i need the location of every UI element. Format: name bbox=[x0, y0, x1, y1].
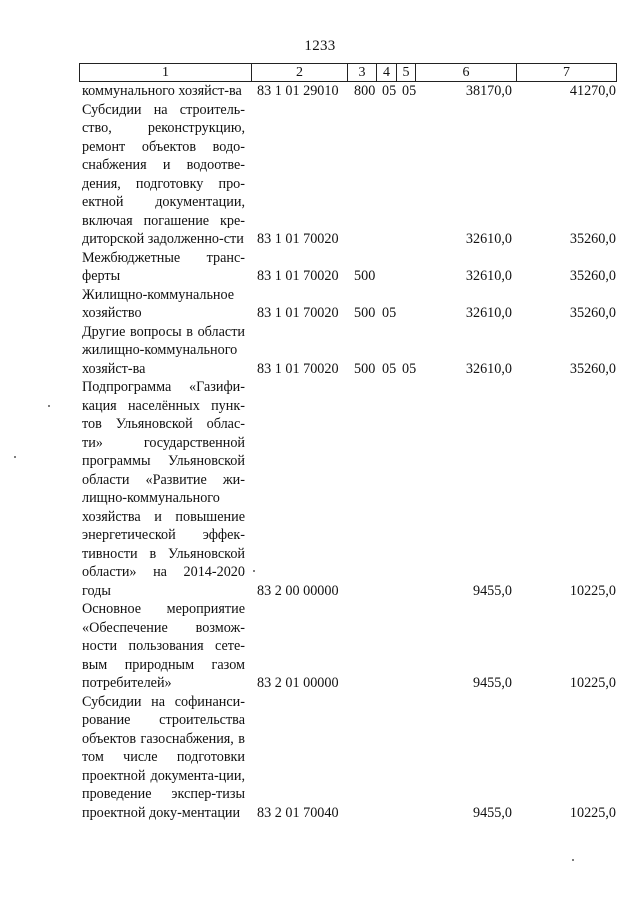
header-col-3: 3 bbox=[347, 64, 376, 81]
row-value-7: 10225,0 bbox=[569, 675, 616, 691]
row-name: Основное мероприятие «Обеспечение возмож-ности пользования сете-вым природным газом потребителей» bbox=[82, 601, 245, 691]
row-col-4: 05 bbox=[382, 305, 397, 321]
row-value-6: 9455,0 bbox=[472, 582, 512, 599]
page-number: 1233 bbox=[304, 38, 336, 54]
row-col-3: 500 bbox=[354, 268, 376, 284]
row-col-5: 05 bbox=[402, 360, 417, 377]
row-col-5: 05 bbox=[402, 83, 417, 99]
row-code: 83 1 01 70020 bbox=[257, 360, 339, 377]
row-col-3: 800 bbox=[354, 83, 376, 99]
row-value-6: 38170,0 bbox=[465, 83, 512, 99]
row-value-6: 9455,0 bbox=[472, 804, 512, 821]
scan-speck bbox=[572, 859, 574, 861]
row-name: Субсидии на софинанси-рование строительства объектов газоснабжения, в том числе подготовки проектной документа-ции, проведение экспер-тизы проектной доку-ментации bbox=[82, 693, 245, 821]
row-value-7: 35260,0 bbox=[569, 305, 616, 321]
header-col-4: 4 bbox=[376, 64, 396, 81]
table-row bbox=[82, 693, 616, 823]
row-code: 83 2 01 70040 bbox=[257, 804, 339, 821]
row-col-3: 500 bbox=[354, 305, 376, 321]
table-row bbox=[82, 82, 616, 101]
row-code: 83 1 01 70020 bbox=[257, 305, 339, 321]
row-code: 83 1 01 29010 bbox=[257, 83, 339, 99]
header-col-7: 7 bbox=[516, 64, 616, 81]
row-name: коммунального хозяйст-ва bbox=[82, 83, 242, 99]
row-value-6: 32610,0 bbox=[465, 268, 512, 284]
row-code: 83 2 01 00000 bbox=[257, 675, 339, 691]
row-name: Другие вопросы в области жилищно-коммунального хозяйст-ва bbox=[82, 323, 245, 377]
row-value-7: 35260,0 bbox=[569, 231, 616, 247]
table-row bbox=[82, 600, 616, 693]
table-row bbox=[82, 249, 616, 286]
row-code: 83 1 01 70020 bbox=[257, 231, 339, 247]
row-value-6: 32610,0 bbox=[465, 305, 512, 321]
table-body bbox=[82, 82, 616, 822]
scan-speck bbox=[253, 570, 255, 572]
header-col-6: 6 bbox=[415, 64, 516, 81]
row-value-7: 35260,0 bbox=[569, 268, 616, 284]
table-header bbox=[79, 63, 617, 82]
row-name: Межбюджетные транс-ферты bbox=[82, 249, 245, 284]
row-code: 83 1 01 70020 bbox=[257, 268, 339, 284]
header-col-5: 5 bbox=[396, 64, 415, 81]
table-row bbox=[82, 323, 616, 379]
scan-speck bbox=[48, 405, 50, 407]
row-name: Субсидии на строитель-ство, реконструкцию, ремонт объектов водо-снабжения и водоотве-дения, подготовку про-ектной документации, включая погашение кре-диторской задолженно-сти bbox=[82, 101, 245, 247]
row-col-3: 500 bbox=[354, 360, 376, 377]
row-value-7: 10225,0 bbox=[569, 582, 616, 599]
table-row bbox=[82, 101, 616, 249]
row-value-7: 10225,0 bbox=[569, 804, 616, 821]
header-col-2: 2 bbox=[251, 64, 347, 81]
table-row bbox=[82, 378, 616, 600]
row-value-7: 35260,0 bbox=[569, 360, 616, 377]
table-row bbox=[82, 286, 616, 323]
row-value-7: 41270,0 bbox=[569, 83, 616, 99]
row-col-4: 05 bbox=[382, 360, 397, 377]
row-value-6: 9455,0 bbox=[472, 675, 512, 691]
scan-speck bbox=[14, 456, 16, 458]
row-code: 83 2 00 00000 bbox=[257, 582, 339, 599]
row-name: Подпрограмма «Газифи-кация населённых пунк-тов Ульяновской облас-ти» государственной программы Ульяновской области «Развитие жи-лищно-коммунального хозяйства и повышение энергетической эффек-тивности в Ульяновской области» на 2014-2020 годы bbox=[82, 379, 245, 599]
header-col-1: 1 bbox=[162, 65, 169, 80]
row-value-6: 32610,0 bbox=[465, 231, 512, 247]
row-name: Жилищно-коммунальное хозяйство bbox=[82, 286, 235, 321]
row-col-4: 05 bbox=[382, 83, 397, 99]
row-value-6: 32610,0 bbox=[465, 360, 512, 377]
